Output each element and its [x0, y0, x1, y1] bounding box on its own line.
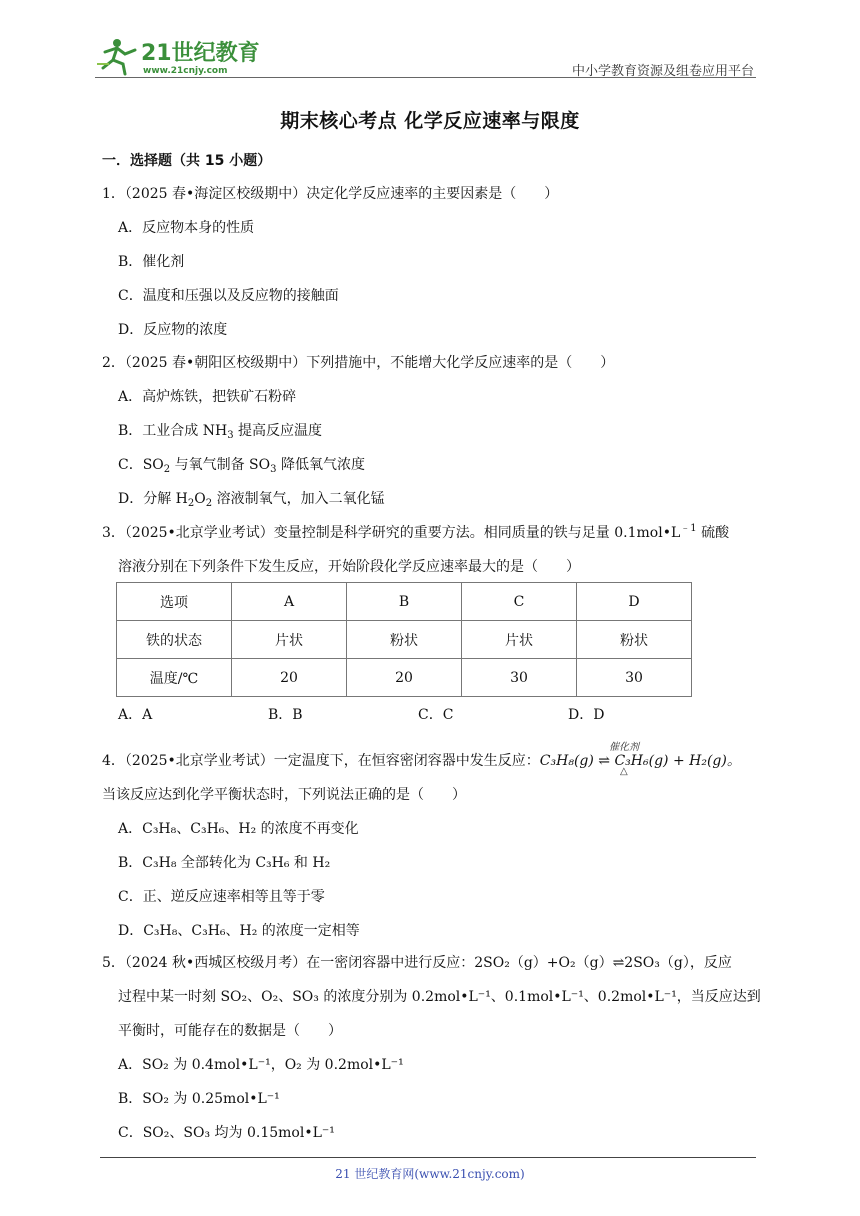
option-b[interactable]: B．B: [268, 707, 303, 723]
conditions-table: [116, 582, 692, 697]
logo: [95, 34, 265, 78]
heat-symbol: △: [620, 766, 628, 777]
option-text: 溶液制氧气，加入二氧化锰: [212, 491, 385, 507]
option-d[interactable]: [102, 482, 762, 516]
question-stem: 5．（2024 秋•西城区校级月考）在一密闭容器中进行反应：2SO₂（g）+O₂（g）⇌2SO₃（g），反应: [102, 955, 732, 971]
question-1: [102, 177, 762, 347]
section-heading: 一．选择题（共 15 小题）: [102, 153, 272, 169]
option-c[interactable]: C．正、逆反应速率相等且等于零: [118, 889, 325, 905]
question-stem-cont: 溶液分别在下列条件下发生反应，开始阶段化学反应速率最大的是（ ）: [118, 559, 580, 575]
table-row: [117, 583, 692, 621]
option-text: 提高反应温度: [233, 423, 323, 439]
option-c[interactable]: C．温度和压强以及反应物的接触面: [118, 288, 339, 304]
question-2: [102, 346, 762, 516]
logo-mark: [95, 34, 265, 78]
table-cell: A: [232, 583, 347, 621]
platform-label: 中小学教育资源及组卷应用平台: [571, 64, 754, 79]
option-c[interactable]: [102, 448, 762, 482]
question-stem-cont: 当该反应达到化学平衡状态时，下列说法正确的是（ ）: [102, 787, 466, 803]
option-c[interactable]: C．SO₂、SO₃ 均为 0.15mol•L⁻¹: [118, 1125, 335, 1141]
table-row: [117, 621, 692, 659]
stem-text: 硫酸: [696, 525, 730, 541]
equilibrium-arrow: ⇌: [598, 753, 611, 769]
header-divider: [95, 77, 756, 78]
table-row: [117, 659, 692, 697]
option-c[interactable]: C．C: [418, 707, 454, 723]
table-cell: 粉状: [347, 621, 462, 659]
subscript: 3: [270, 464, 277, 475]
table-cell: C: [462, 583, 577, 621]
option-a[interactable]: A．C₃H₈、C₃H₆、H₂ 的浓度不再变化: [118, 821, 359, 837]
option-text: 与氧气制备 SO: [170, 457, 271, 473]
question-stem: 2．（2025 春•朝阳区校级期中）下列措施中，不能增大化学反应速率的是（ ）: [102, 355, 615, 371]
catalyst-label: 催化剂: [609, 742, 639, 753]
superscript: ﹣1: [680, 523, 697, 534]
option-a[interactable]: A．A: [118, 707, 153, 723]
table-cell: 30: [577, 659, 692, 697]
subscript: 2: [205, 498, 213, 509]
option-text: C．SO: [118, 457, 164, 473]
option-d[interactable]: D．C₃H₈、C₃H₆、H₂ 的浓度一定相等: [118, 923, 360, 939]
stem-text: 4．（2025•北京学业考试）一定温度下，在恒容密闭容器中发生反应：: [102, 753, 540, 769]
question-3-options: [118, 700, 718, 730]
option-text: 降低氧气浓度: [276, 457, 365, 473]
question-5: [102, 946, 772, 1150]
table-cell: 20: [347, 659, 462, 697]
option-b[interactable]: B．C₃H₈ 全部转化为 C₃H₆ 和 H₂: [118, 855, 331, 871]
page-title: 期末核心考点 化学反应速率与限度: [280, 110, 580, 132]
option-d[interactable]: D．反应物的浓度: [118, 322, 228, 338]
table-cell: 粉状: [577, 621, 692, 659]
table-cell: 片状: [232, 621, 347, 659]
option-text: B．工业合成 NH: [118, 423, 228, 439]
option-b[interactable]: B．SO₂ 为 0.25mol•L⁻¹: [118, 1091, 280, 1107]
question-stem: [102, 516, 762, 550]
logo-text: 21世纪教育: [141, 41, 260, 66]
table-cell: 30: [462, 659, 577, 697]
table-cell: 铁的状态: [117, 621, 232, 659]
question-stem: 1．（2025 春•海淀区校级期中）决定化学反应速率的主要因素是（ ）: [102, 186, 559, 202]
subscript: 2: [187, 498, 195, 509]
option-a[interactable]: A．高炉炼铁，把铁矿石粉碎: [118, 389, 297, 405]
subscript: 2: [163, 464, 171, 475]
footer-link[interactable]: 21 世纪教育网(www.21cnjy.com): [335, 1167, 525, 1181]
footer-divider: [100, 1157, 756, 1158]
stem-text: 3．（2025•北京学业考试）变量控制是科学研究的重要方法。相同质量的铁与足量 0.1mol•L: [102, 525, 681, 541]
question-stem-cont: 过程中某一时刻 SO₂、O₂、SO₃ 的浓度分别为 0.2mol•L⁻¹、0.1mol•L⁻¹、0.2mol•L⁻¹，当反应达到: [118, 989, 761, 1005]
option-text: O: [194, 491, 206, 507]
question-4: [102, 744, 782, 948]
option-a[interactable]: A．反应物本身的性质: [118, 220, 255, 236]
table-cell: B: [347, 583, 462, 621]
option-text: D．分解 H: [118, 491, 188, 507]
option-a[interactable]: A．SO₂ 为 0.4mol•L⁻¹，O₂ 为 0.2mol•L⁻¹: [118, 1057, 404, 1073]
question-stem-cont: 平衡时，可能存在的数据是（ ）: [118, 1023, 342, 1039]
table-cell: 片状: [462, 621, 577, 659]
question-stem: [102, 744, 782, 778]
table-cell: 20: [232, 659, 347, 697]
table-cell: 温度/℃: [117, 659, 232, 697]
equation-left: C₃H₈(g): [539, 753, 594, 769]
question-3: [102, 516, 762, 584]
option-d[interactable]: D．D: [568, 707, 605, 723]
equation-right: C₃H₆(g) + H₂(g)。: [614, 753, 741, 769]
logo-sub: www.21cnjy.com: [143, 66, 228, 76]
option-b[interactable]: [102, 414, 762, 448]
subscript: 3: [227, 430, 234, 441]
table-cell: 选项: [117, 583, 232, 621]
table-cell: D: [577, 583, 692, 621]
option-b[interactable]: B．催化剂: [118, 254, 185, 270]
